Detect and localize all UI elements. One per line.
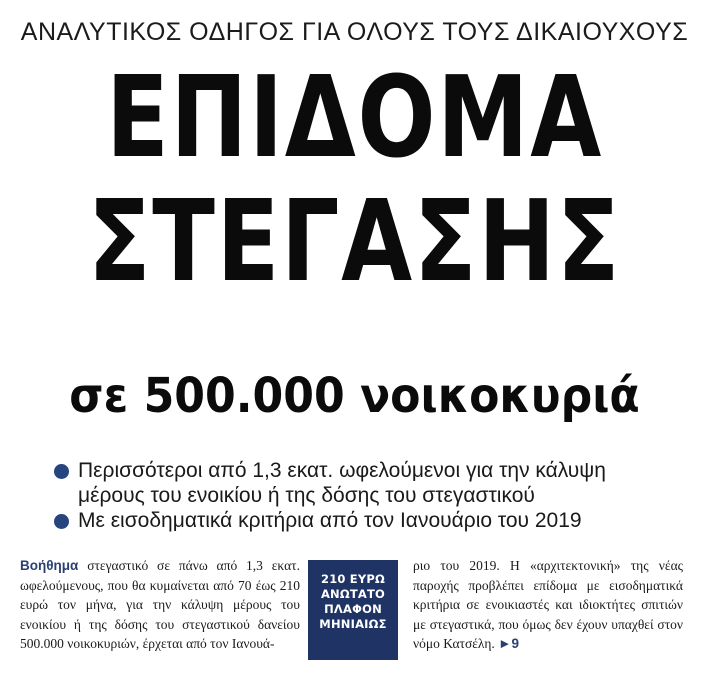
kicker-title: ΑΝΑΛΥΤΙΚΟΣ ΟΔΗΓΟΣ ΓΙΑ ΟΛΟΥΣ ΤΟΥΣ ΔΙΚΑΙΟΥΧΟΥΣ <box>20 18 689 46</box>
bullet-dot-icon <box>54 514 69 529</box>
bullet-continuation: μέρους του ενοικίου ή της δόσης του στεγαστικού <box>78 484 535 507</box>
bullet-item <box>52 508 692 533</box>
info-box-line: ΑΝΩΤΑΤΟ <box>320 587 386 601</box>
info-box-line: ΜΗΝΙΑΙΩΣ <box>319 617 387 631</box>
bullet-dot-icon <box>54 464 69 479</box>
article-column-right <box>413 556 683 654</box>
bullet-list <box>52 458 692 533</box>
headline-line-1: ΕΠΙΔΟΜΑ <box>106 53 603 183</box>
info-box-line: 210 ΕΥΡΩ <box>321 572 385 586</box>
subheadline: σε 500.000 νοικοκυριά <box>69 368 640 424</box>
info-box-line: ΠΛΑΦΟΝ <box>324 602 382 616</box>
info-box <box>308 560 398 660</box>
bullet-text: Με εισοδηματικά κριτήρια από τον Ιανουάριο του 2019 <box>78 509 582 532</box>
headline-line-2: ΣΤΕΓΑΣΗΣ <box>87 177 622 307</box>
bullet-item <box>52 458 692 483</box>
article-column-left <box>20 556 300 654</box>
article-text-right: ριο του 2019. Η «αρχιτεκτονική» της νέας παροχής προβλέπει επίδομα με εισοδηματικά κριτήρια σε ενοικιαστές και ιδιοκτήτες σπιτιών με στεγαστικά, που όμως δεν έχουν υπαχθεί στον νόμο Κατσέλη. <box>413 558 683 651</box>
bullet-text: Περισσότεροι από 1,3 εκατ. ωφελούμενοι για την κάλυψη <box>78 459 606 482</box>
article-text-left: στεγαστικό σε πάνω από 1,3 εκατ. ωφελούμενους, που θα κυμαίνεται από 70 έως 210 ευρώ τον μήνα, για την κάλυψη μέρους του ενοικίου ή της δόσης του στεγαστικού δανείου 500.000 νοικοκυριών, έρχεται από τον Ιανουά- <box>20 558 300 651</box>
article-lead-word: Βοήθημα <box>20 558 79 573</box>
page-reference: ►9 <box>498 636 520 651</box>
